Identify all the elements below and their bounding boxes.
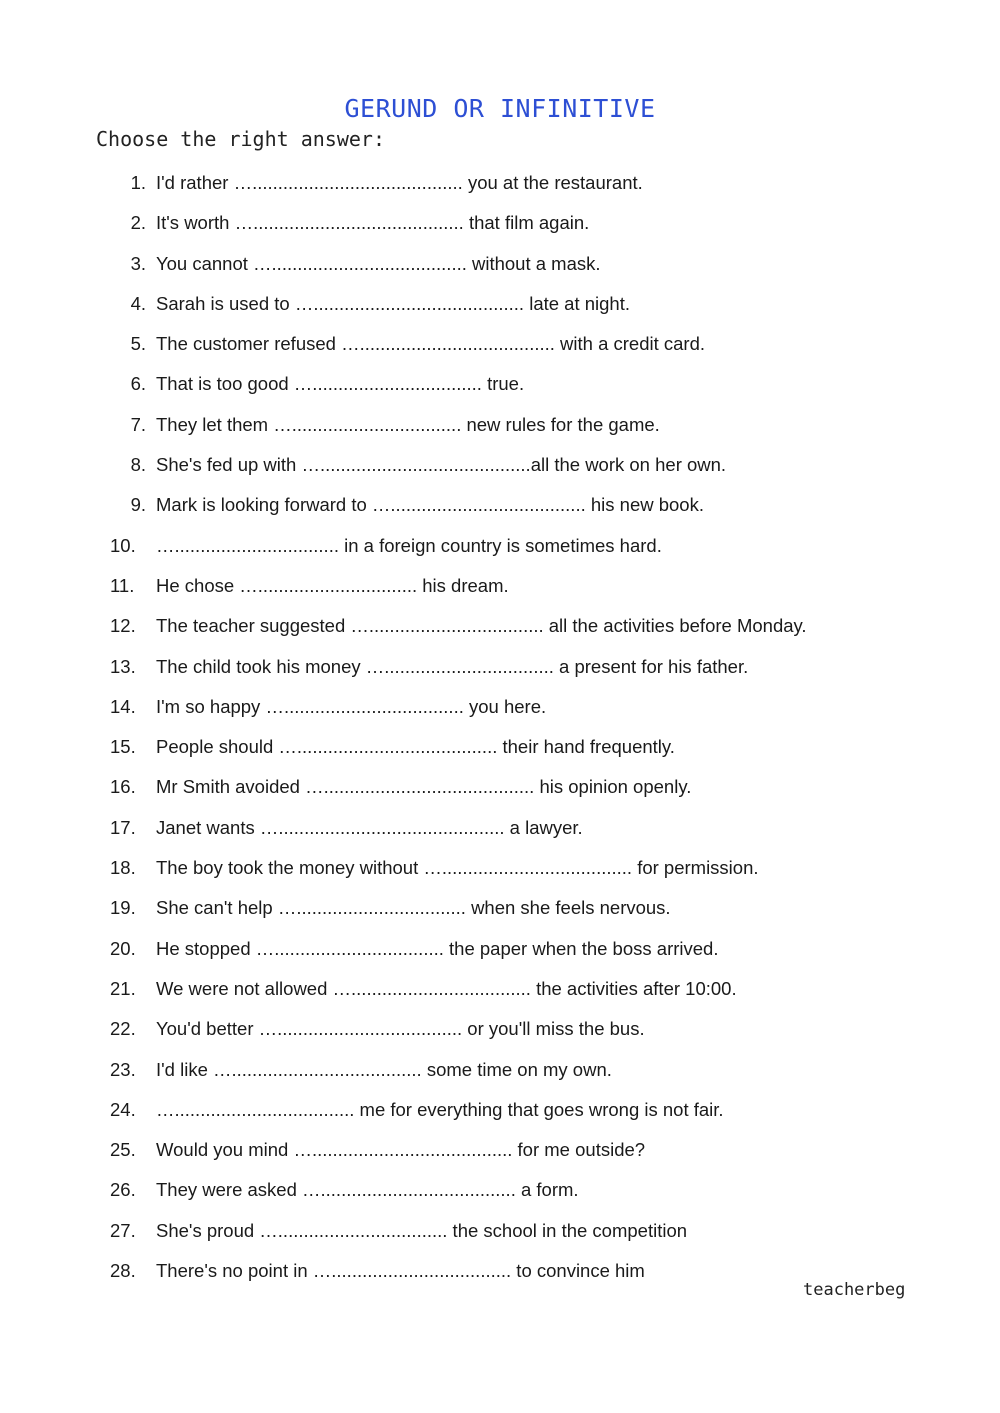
question-number: 27. — [110, 1219, 136, 1241]
question-number: 22. — [110, 1018, 136, 1040]
question-number: 11. — [110, 574, 135, 596]
question-number: 25. — [110, 1139, 136, 1161]
question-number: 12. — [110, 615, 136, 637]
question-text: They were asked …...................................... a form. — [156, 1179, 579, 1201]
question-number: 17. — [110, 816, 136, 838]
question-number: 16. — [110, 776, 136, 798]
question-number: 24. — [110, 1098, 136, 1120]
question-number: 2. — [130, 212, 146, 234]
question-text: Sarah is used to …......................................... late at night. — [156, 292, 630, 314]
question-number: 6. — [130, 373, 146, 395]
question-number: 28. — [110, 1260, 136, 1282]
question-number: 3. — [130, 252, 146, 274]
question-text: The teacher suggested ….................................. all the activities before Monday. — [156, 615, 807, 637]
question-text: The boy took the money without …..................................... for permission. — [156, 857, 759, 879]
question-text: People should …....................................... their hand frequently. — [156, 736, 675, 758]
question-text: She's fed up with ….........................................all the work on her own. — [156, 454, 727, 476]
question-text: That is too good …................................. true. — [156, 373, 525, 395]
instructions: Choose the right answer: — [96, 127, 385, 151]
question-text: He stopped …................................. the paper when the boss arrived. — [156, 937, 719, 959]
question-text: Would you mind …....................................... for me outside? — [156, 1139, 646, 1161]
question-text: We were not allowed …................................... the activities after 10:00. — [156, 977, 737, 999]
question-text: There's no point in …................................... to convince him — [156, 1260, 645, 1282]
question-number: 5. — [130, 333, 146, 355]
question-text: I'm so happy …................................... you here. — [156, 695, 547, 717]
question-number: 15. — [110, 736, 136, 758]
question-text: The child took his money …................................. a present for his father. — [156, 655, 749, 677]
question-text: She's proud …................................. the school in the competition — [156, 1219, 688, 1241]
question-number: 10. — [110, 534, 136, 556]
question-text: It's worth …......................................... that film again. — [156, 212, 590, 234]
question-number: 9. — [130, 494, 146, 516]
question-number: 19. — [110, 897, 136, 919]
worksheet-title: GERUND OR INFINITIVE — [344, 94, 656, 123]
question-number: 20. — [110, 937, 136, 959]
question-text: I'd rather …......................................... you at the restaurant. — [156, 172, 643, 193]
question-number: 18. — [110, 857, 136, 879]
question-text: You cannot …...................................... without a mask. — [156, 252, 601, 274]
question-number: 26. — [110, 1179, 136, 1201]
question-number: 1. — [130, 172, 146, 193]
question-text: Mark is looking forward to …...................................... his new book. — [156, 494, 704, 516]
question-text: …................................ in a foreign country is sometimes hard. — [156, 534, 662, 556]
question-text: Mr Smith avoided …......................................... his opinion openly. — [156, 776, 692, 798]
question-text: I'd like …..................................... some time on my own. — [156, 1058, 612, 1080]
question-text: …................................... me for everything that goes wrong is not fair. — [156, 1098, 724, 1120]
question-text: Janet wants …............................................ a lawyer. — [156, 816, 583, 838]
question-text: They let them …................................. new rules for the game. — [156, 413, 660, 435]
question-number: 14. — [110, 695, 136, 717]
question-text: The customer refused …...................................... with a credit card. — [156, 333, 706, 355]
question-number: 8. — [130, 454, 146, 476]
question-text: You'd better ….................................... or you'll miss the bus. — [156, 1018, 645, 1040]
question-text: She can't help …................................. when she feels nervous. — [156, 897, 671, 919]
question-text: He chose …............................... his dream. — [156, 574, 509, 596]
question-number: 4. — [130, 292, 146, 314]
question-number: 21. — [110, 977, 136, 999]
question-number: 23. — [110, 1058, 136, 1080]
question-number: 7. — [130, 413, 146, 435]
author-signature: teacherbeg — [803, 1280, 906, 1300]
question-number: 13. — [110, 655, 136, 677]
